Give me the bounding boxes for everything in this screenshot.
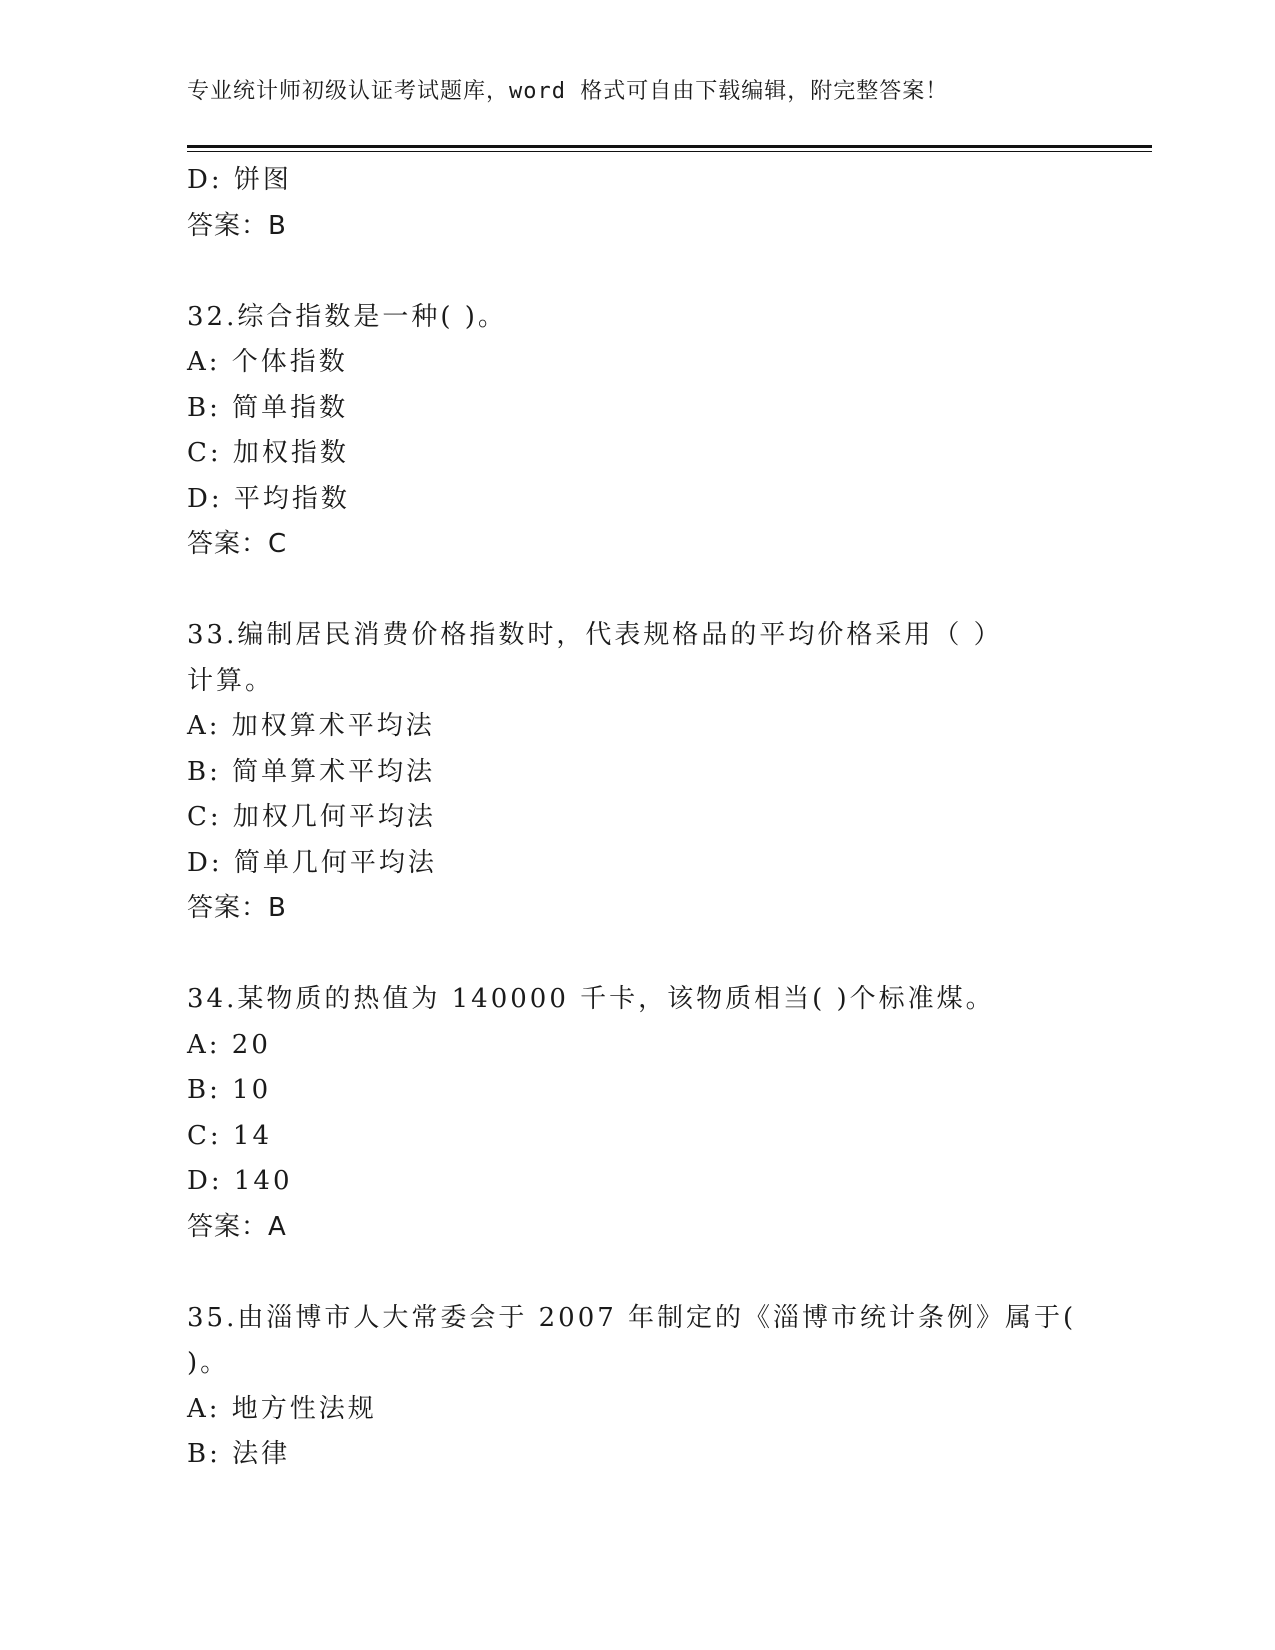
question-stem-continued: )。: [187, 1348, 230, 1378]
option-d: D: 简单几何平均法: [187, 847, 437, 878]
header-rule-thin: [187, 151, 1152, 152]
option-c: C: 加权指数: [187, 438, 349, 468]
page-header: 专业统计师初级认证考试题库，word 格式可自由下载编辑，附完整答案！: [187, 79, 949, 104]
option-c: C: 加权几何平均法: [187, 802, 436, 832]
answer: 答案：C: [187, 529, 288, 559]
option-a: A: 地方性法规: [187, 1393, 377, 1424]
question-32: [187, 295, 1087, 568]
question-34: [187, 977, 1087, 1250]
question-35: [187, 1296, 1087, 1478]
option-d: D: 平均指数: [187, 483, 350, 514]
option-b: B: 简单指数: [187, 392, 349, 423]
header-rule-thick: [187, 145, 1152, 148]
answer: 答案：A: [187, 1211, 287, 1242]
option-a: A: 加权算术平均法: [187, 711, 435, 741]
option-b: B: 10: [187, 1075, 272, 1105]
option-a: A: 个体指数: [187, 347, 348, 377]
option-b: B: 法律: [187, 1439, 291, 1469]
question-content: [187, 158, 1087, 1478]
option-d: D: 140: [187, 1166, 293, 1196]
question-stem: 34.某物质的热值为 140000 千卡，该物质相当( )个标准煤。: [187, 984, 995, 1014]
answer: 答案：B: [187, 210, 287, 241]
option-c: C: 14: [187, 1120, 273, 1151]
option-b: B: 简单算术平均法: [187, 756, 436, 787]
question-33: [187, 613, 1087, 932]
question-stem: 33.编制居民消费价格指数时，代表规格品的平均价格采用（ ）: [187, 620, 1003, 650]
option-d: D: 饼图: [187, 165, 292, 195]
question-stem: 35.由淄博市人大常委会于 2007 年制定的《淄博市统计条例》属于(: [187, 1302, 1077, 1333]
question-stem-continued: 计算。: [187, 665, 275, 696]
option-a: A: 20: [187, 1029, 271, 1060]
answer: 答案：B: [187, 893, 287, 923]
question-stem: 32.综合指数是一种( )。: [187, 301, 507, 332]
